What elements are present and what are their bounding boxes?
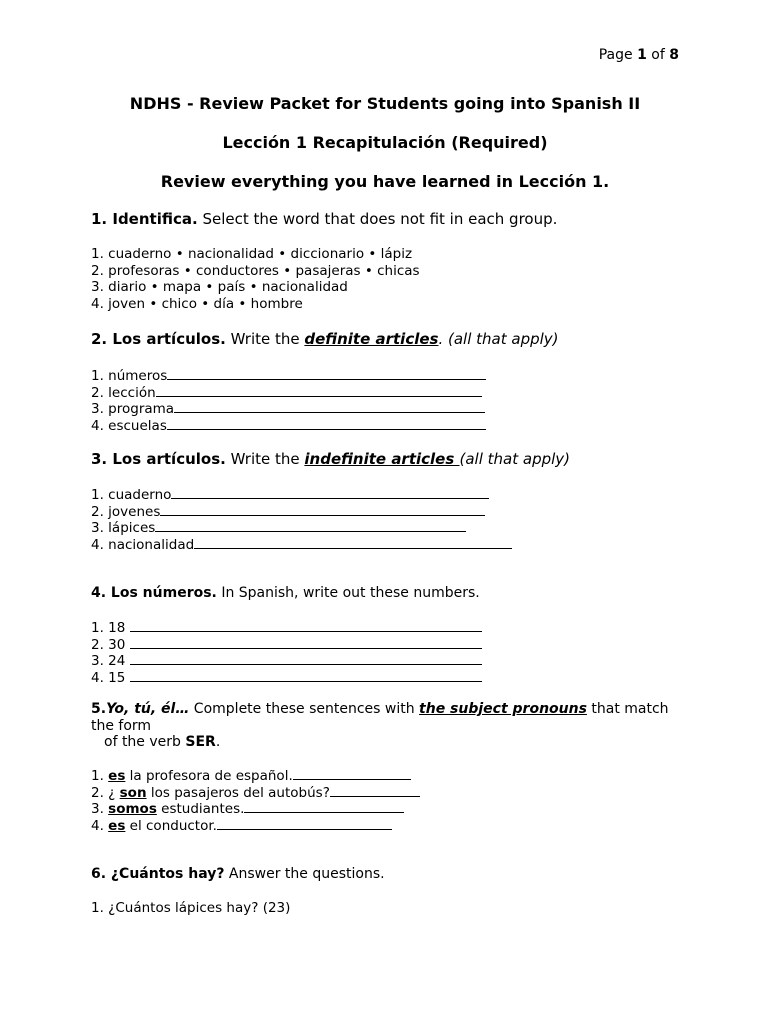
section-2-heading: 2. Los artículos. Write the definite articles. (all that apply) xyxy=(91,330,559,348)
answer-blank[interactable] xyxy=(130,669,482,682)
list-item: 3. 24 xyxy=(91,652,482,669)
answer-blank[interactable] xyxy=(155,519,466,532)
list-item: 1. cuaderno • nacionalidad • diccionario • lápiz xyxy=(91,246,413,262)
section-5-heading: 5.Yo, tú, él… Complete these sentences with the subject pronouns that match the form of the verb SER. xyxy=(91,701,669,751)
answer-blank[interactable] xyxy=(167,417,486,430)
list-item: 2. ¿ son los pasajeros del autobús? xyxy=(91,784,420,801)
list-item: 3. diario • mapa • país • nacionalidad xyxy=(91,279,348,296)
list-item: 1. es la profesora de español. xyxy=(91,767,420,784)
list-item: 4. es el conductor. xyxy=(91,817,420,834)
review-instruction: Review everything you have learned in Lección 1. xyxy=(160,172,610,191)
answer-blank[interactable] xyxy=(293,767,411,780)
answer-blank[interactable] xyxy=(130,636,482,649)
list-item: 1. números xyxy=(91,367,486,384)
answer-blank[interactable] xyxy=(244,800,404,813)
list-item: 3. programa xyxy=(91,400,486,417)
answer-blank[interactable] xyxy=(156,384,482,397)
list-item: 3. lápices xyxy=(91,519,512,536)
answer-blank[interactable] xyxy=(194,536,512,549)
list-item: 3. somos estudiantes. xyxy=(91,800,420,817)
answer-blank[interactable] xyxy=(174,400,485,413)
section-6-list xyxy=(91,900,290,917)
section-1-list xyxy=(91,246,420,312)
list-item: 2. 30 xyxy=(91,636,482,653)
list-item: 4. escuelas xyxy=(91,417,486,434)
answer-blank[interactable] xyxy=(330,784,420,797)
section-4-heading: 4. Los números. In Spanish, write out these numbers. xyxy=(91,585,480,601)
list-item: 2. lección xyxy=(91,384,486,401)
list-item: 4. nacionalidad xyxy=(91,536,512,553)
answer-blank[interactable] xyxy=(130,652,482,665)
answer-blank[interactable] xyxy=(171,486,489,499)
list-item: 1. cuaderno xyxy=(91,486,512,503)
section-4-list xyxy=(91,619,482,685)
list-item: 2. jovenes xyxy=(91,503,512,520)
section-5-list xyxy=(91,767,420,833)
answer-blank[interactable] xyxy=(217,817,392,830)
list-item: 2. profesoras • conductores • pasajeras • chicas xyxy=(91,262,420,279)
section-3-heading: 3. Los artículos. Write the indefinite articles (all that apply) xyxy=(91,450,571,468)
document-title: NDHS - Review Packet for Students going into Spanish II xyxy=(129,94,641,113)
answer-blank[interactable] xyxy=(167,367,486,380)
section-3-list xyxy=(91,486,512,552)
lesson-title: Lección 1 Recapitulación (Required) xyxy=(222,133,548,152)
section-1-heading: 1. Identifica. Select the word that does not fit in each group. xyxy=(91,210,558,228)
list-item: 4. joven • chico • día • hombre xyxy=(91,295,303,312)
list-item: 1. ¿Cuántos lápices hay? (23) xyxy=(91,900,291,916)
list-item: 1. 18 xyxy=(91,619,482,636)
section-2-list xyxy=(91,367,486,433)
page-number: Page 1 of 8 xyxy=(598,47,679,63)
list-item: 4. 15 xyxy=(91,669,482,686)
answer-blank[interactable] xyxy=(130,619,482,632)
section-6-heading: 6. ¿Cuántos hay? Answer the questions. xyxy=(91,866,385,882)
answer-blank[interactable] xyxy=(160,503,485,516)
